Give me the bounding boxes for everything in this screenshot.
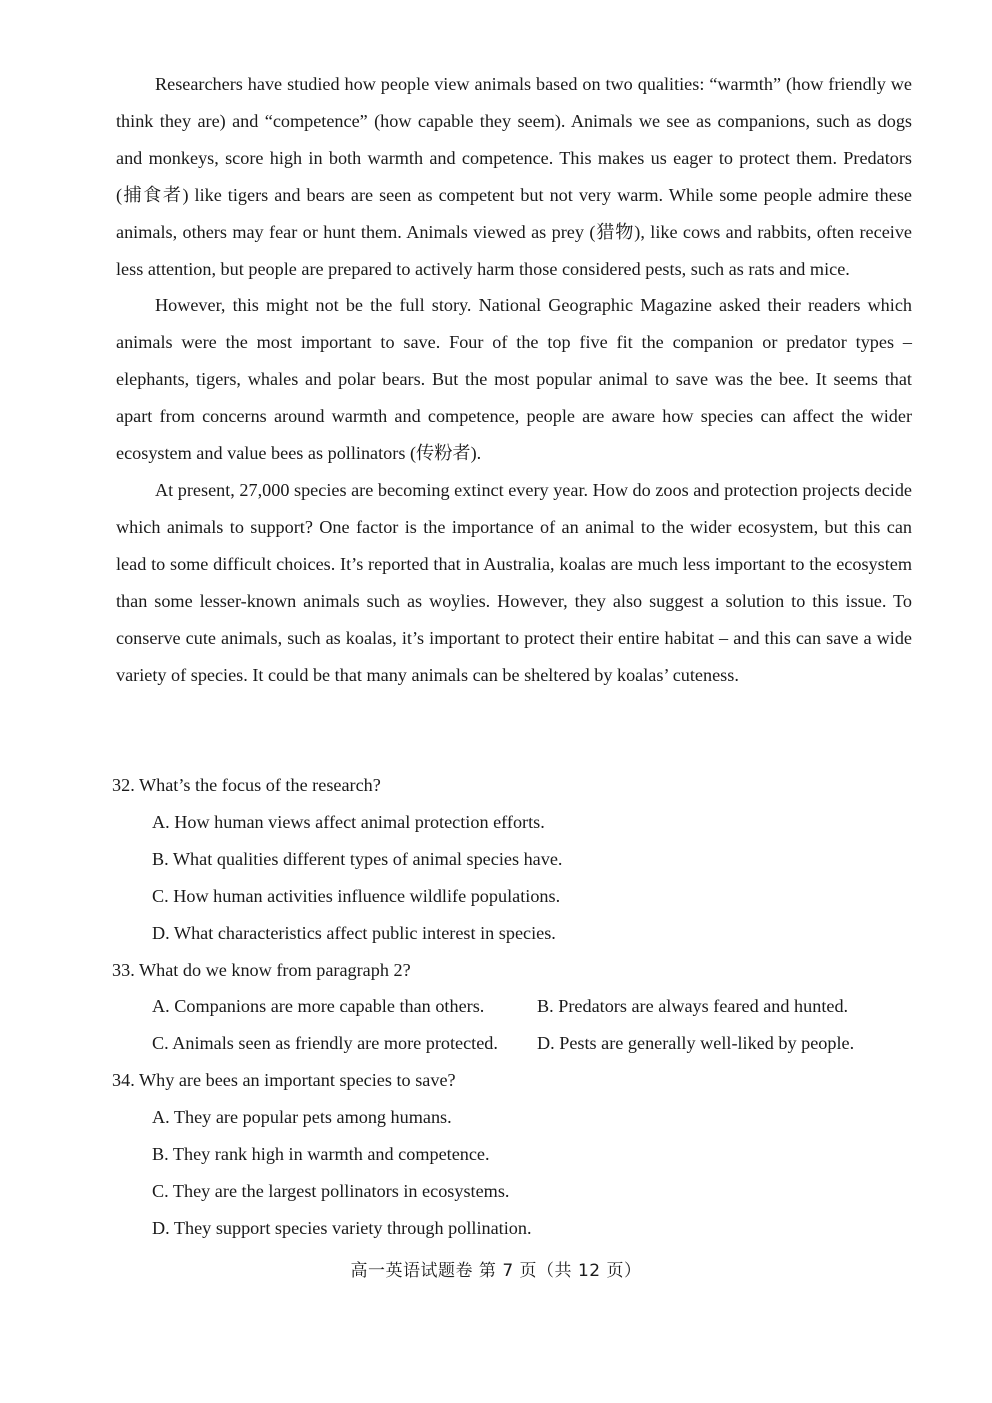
option-a: A. How human views affect animal protection efforts. (152, 811, 545, 832)
option-d: D. They support species variety through pollination. (152, 1217, 532, 1238)
option-b: B. Predators are always feared and hunted. (537, 996, 849, 1017)
question-stem: 32. What’s the focus of the research? (112, 775, 381, 795)
passage-paragraph-2: However, this might not be the full story. National Geographic Magazine asked their readers which animals were the most important to save. Four of the top five fit the companion or predator types – elephants, tigers, whales and polar bears. But the most popular animal to save was the bee. It seems that apart from concerns around warmth and competence, people are aware how species can affect the wider ecosystem and value bees as pollinators (传粉者). (116, 295, 912, 464)
question-list (112, 767, 912, 1247)
option-row (112, 1025, 912, 1062)
option-b: B. What qualities different types of animal species have. (152, 848, 563, 869)
reading-passage (116, 66, 912, 693)
option-c: C. Animals seen as friendly are more protected. (152, 1033, 498, 1054)
option-c: C. How human activities influence wildlife populations. (152, 885, 561, 906)
option-row (112, 988, 912, 1025)
option-a: A. They are popular pets among humans. (152, 1107, 452, 1128)
option-d: D. Pests are generally well-liked by people. (537, 1033, 855, 1054)
option-b: B. They rank high in warmth and competence. (152, 1144, 490, 1165)
page-footer: 高一英语试题卷 第 7 页（共 12 页） (350, 1261, 642, 1281)
passage-paragraph-1: Researchers have studied how people view animals based on two qualities: “warmth” (how friendly we think they are) and “competence” (how capable they seem). Animals we see as companions, such as dogs and monkeys, score high in both warmth and competence. This makes us eager to protect them. Predators (捕食者) like tigers and bears are seen as competent but not very warm. While some people admire these animals, others may fear or hunt them. Animals viewed as prey (猎物), like cows and rabbits, often receive less attention, but people are prepared to actively harm those considered pests, such as rats and mice. (116, 74, 912, 279)
question-32 (112, 767, 912, 952)
question-34 (112, 1062, 912, 1247)
question-stem: 34. Why are bees an important species to save? (112, 1070, 456, 1091)
question-stem: 33. What do we know from paragraph 2? (112, 959, 411, 980)
option-d: D. What characteristics affect public interest in species. (152, 922, 556, 943)
question-33 (112, 952, 912, 1063)
option-a: A. Companions are more capable than others. (152, 996, 485, 1017)
option-c: C. They are the largest pollinators in ecosystems. (152, 1180, 510, 1201)
passage-paragraph-3: At present, 27,000 species are becoming extinct every year. How do zoos and protection projects decide which animals to support? One factor is the importance of an animal to the wider ecosystem, but this can lead to some difficult choices. It’s reported that in Australia, koalas are much less important to the ecosystem than some lesser-known animals such as woylies. However, they also suggest a solution to this issue. To conserve cute animals, such as koalas, it’s important to protect their entire habitat – and this can save a wide variety of species. It could be that many animals can be sheltered by koalas’ cuteness. (116, 479, 912, 685)
